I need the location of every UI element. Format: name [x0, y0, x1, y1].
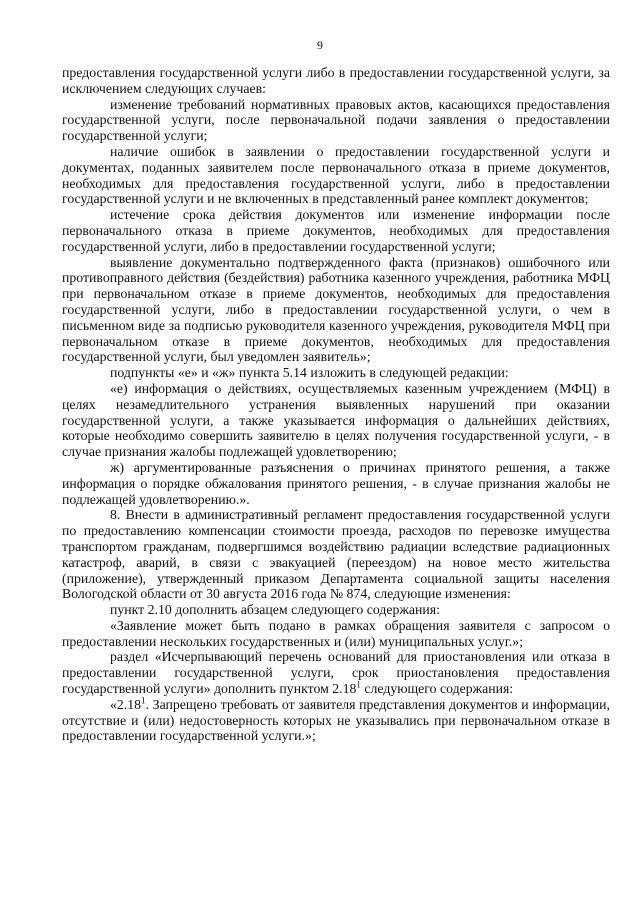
- paragraph-text: раздел «Исчерпывающий перечень оснований для приостановления или отказа в предоставлении государственной услуги, срок приостановления предоставления государственной услуги» дополнить пунктом 2.18: [62, 649, 610, 697]
- paragraph-text: . Запрещено требовать от заявителя представления документов и информации, отсутствие и (или) недостоверность которых не указывались при первоначальном отказе в предоставлении государственной услуги.»;: [62, 696, 610, 744]
- paragraph: изменение требований нормативных правовых актов, касающихся предоставления государственной услуги, после первоначальной подачи заявления о предоставлении государственной услуги;: [62, 96, 610, 144]
- superscript: 1: [141, 695, 146, 706]
- paragraph: подпункты «е» и «ж» пункта 5.14 изложить в следующей редакции:: [110, 365, 509, 381]
- paragraph: 8. Внести в административный регламент предоставления государственной услуги по предоставлению компенсации стоимости проезда, расходов по перевозке имущества транспортом гражданам, подвергшимся воздействию радиации вследствие радиационных катастроф, аварий, в связи с эвакуацией (переездом) на новое место жительства (приложение), утвержденный приказом Департамента социальной защиты населения Вологодской области от 30 августа 2016 года № 874, следующие изменения:: [62, 507, 610, 602]
- paragraph: «е) информация о действиях, осуществляемых казенным учреждением (МФЦ) в целях незамедлительного устранения выявленных нарушений при оказании государственной услуги, а также указывается информация о дальнейших действиях, которые необходимо совершить заявителю в целях получения государственной услуги, - в случае признания жалобы подлежащей удовлетворению;: [62, 380, 610, 460]
- paragraph-text: «2.18: [110, 696, 142, 712]
- page-number: 9: [317, 38, 323, 52]
- paragraph: наличие ошибок в заявлении о предоставлении государственной услуги и документах, поданных заявителем после первоначального отказа в приеме документов, необходимых для предоставления государственной услуги, либо в предоставлении государственной услуги и не включенных в представленный ранее комплект документов;: [62, 143, 610, 207]
- paragraph: [62, 697, 610, 744]
- paragraph: выявление документально подтвержденного факта (признаков) ошибочного или противоправного действия (бездействия) работника казенного учреждения, работника МФЦ при первоначальном отказе в приеме документов, необходимых для предоставления государственной услуги, либо в предоставлении государственной услуги, о чем в письменном виде за подписью руководителя казенного учреждения, руководителя МФЦ при первоначальном отказе в приеме документов, необходимых для предоставления государственной услуги, был уведомлен заявитель»;: [62, 254, 610, 365]
- paragraph: истечение срока действия документов или изменение информации после первоначального отказа в приеме документов, необходимых для предоставления государственной услуги, либо в предоставлении государственной услуги;: [62, 207, 610, 254]
- paragraph: предоставления государственной услуги либо в предоставлении государственной услуги, за исключением следующих случаев:: [62, 65, 610, 96]
- paragraph: ж) аргументированные разъяснения о причинах принятого решения, а также информация о порядке обжалования принятого решения, - в случае признания жалобы не подлежащей удовлетворению.».: [62, 459, 610, 507]
- paragraph: [62, 649, 610, 696]
- paragraph: пункт 2.10 дополнить абзацем следующего содержания:: [110, 602, 440, 618]
- paragraph: «Заявление может быть подано в рамках обращения заявителя с запросом о предоставлении нескольких государственных и (или) муниципальных услуг.»;: [62, 617, 610, 649]
- document-body: [62, 65, 610, 744]
- superscript: 1: [356, 679, 361, 690]
- paragraph-text: следующего содержания:: [360, 681, 514, 697]
